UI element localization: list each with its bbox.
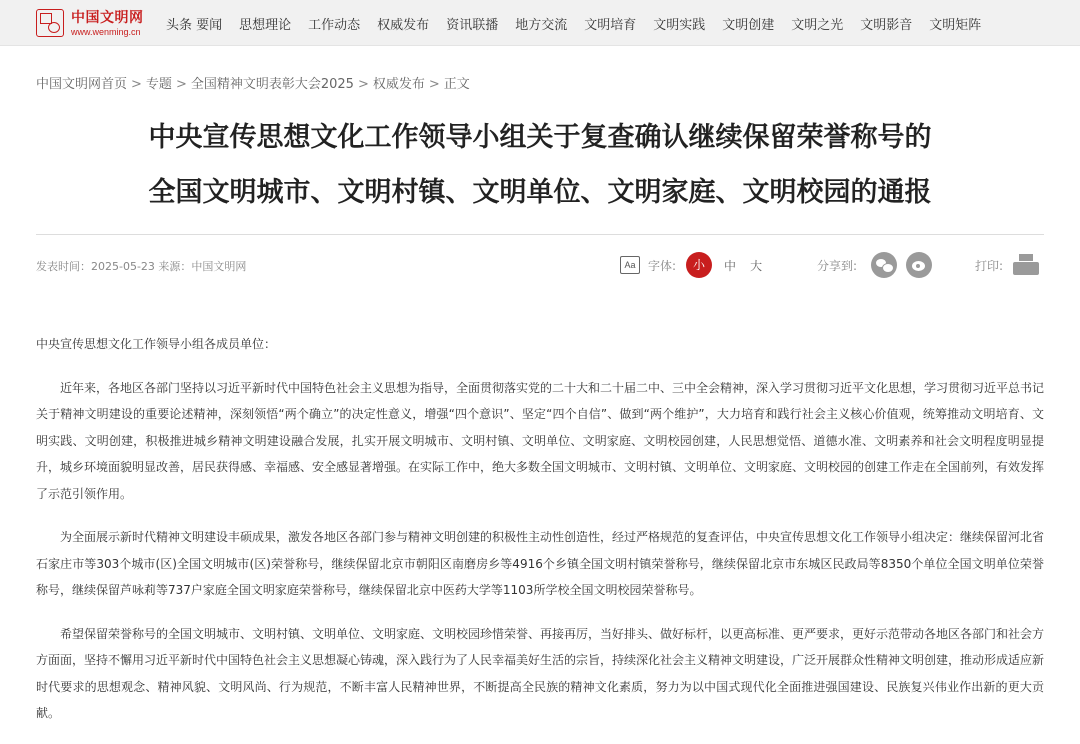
font-size-small-button[interactable]: 小 [686, 252, 712, 278]
weibo-share-icon[interactable] [906, 252, 932, 278]
breadcrumb-current: 正文 [443, 77, 470, 92]
breadcrumb-separator: > [131, 77, 142, 92]
breadcrumb-home[interactable]: 中国文明网首页 [36, 77, 128, 92]
main-nav [166, 0, 998, 46]
nav-item-theory[interactable]: 思想理论 [239, 17, 292, 33]
article-title-line-1: 中央宣传思想文化工作领导小组关于复查确认继续保留荣誉称号的 [148, 122, 932, 153]
breadcrumb-separator: > [357, 77, 369, 92]
nav-item-civilization-matrix[interactable]: 文明矩阵 [929, 17, 982, 33]
nav-item-civilization-practice[interactable]: 文明实践 [653, 17, 706, 33]
font-size-icon: Aa [620, 256, 640, 274]
font-size-control [620, 252, 776, 278]
font-size-large-button[interactable]: 大 [750, 258, 763, 273]
article-salutation: 中央宣传思想文化工作领导小组各成员单位： [36, 337, 277, 351]
article-title-line-2: 全国文明城市、文明村镇、文明单位、文明家庭、文明校园的通报 [148, 177, 932, 208]
share-label: 分享到: [817, 258, 858, 273]
font-size-medium-button[interactable]: 中 [724, 258, 737, 273]
logo-seal-icon [36, 9, 64, 37]
article-paragraph-2: 为全面展示新时代精神文明建设丰硕成果，激发各地区各部门参与精神文明创建的积极性主动性创造性，经过严格规范的复查评估，中央宣传思想文化工作领导小组决定：继续保留河北省石家庄市等303个城市(区)全国文明城市(区)荣誉称号，继续保留北京市朝阳区南磨房乡等4916个乡镇全国文明村镇荣誉称号，继续保留北京市东城区民政局等8350个单位全国文明单位荣誉称号，继续保留芦咏莉等737户家庭全国文明家庭荣誉称号，继续保留北京中医药大学等1103所学校全国文明校园荣誉称号。 [36, 530, 1045, 597]
breadcrumb-separator: > [428, 77, 440, 92]
nav-item-official-release[interactable]: 权威发布 [377, 17, 430, 33]
article-title [36, 110, 1044, 220]
title-divider [36, 234, 1044, 235]
article-body [36, 331, 1044, 744]
article-paragraph-1: 近年来，各地区各部门坚持以习近平新时代中国特色社会主义思想为指导，全面贯彻落实党的二十大和二十届二中、三中全会精神，深入学习贯彻习近平文化思想，学习贯彻习近平总书记关于精神文明建设的重要论述精神，深刻领悟“两个确立”的决定性意义，增强“四个意识”、坚定“四个自信”、做到“两个维护”，大力培育和践行社会主义核心价值观，统筹推动文明培育、文明实践、文明创建，积极推进城乡精神文明建设融合发展，扎实开展文明城市、文明村镇、文明单位、文明家庭、文明校园创建，人民思想觉悟、道德水准、文明素养和社会文明程度明显提升，城乡环境面貌明显改善，居民获得感、幸福感、安全感显著增强。在实际工作中，绝大多数全国文明城市、文明村镇、文明单位、文明家庭、文明校园的创建工作走在全国前列，有效发挥了示范引领作用。 [36, 380, 1045, 501]
breadcrumb [36, 73, 470, 92]
nav-item-civilization-light[interactable]: 文明之光 [791, 17, 844, 33]
nav-item-headlines[interactable]: 头条 要闻 [166, 17, 223, 33]
top-bar [0, 0, 1080, 46]
nav-item-local-exchange[interactable]: 地方交流 [515, 17, 568, 33]
breadcrumb-separator: > [175, 77, 187, 92]
nav-item-work-news[interactable]: 工作动态 [308, 17, 361, 33]
breadcrumb-topic[interactable]: 专题 [145, 77, 172, 92]
font-size-label: 字体: [648, 258, 677, 273]
nav-item-civilization-creation[interactable]: 文明创建 [722, 17, 775, 33]
printer-icon[interactable] [1013, 254, 1039, 276]
breadcrumb-official-release[interactable]: 权威发布 [372, 77, 425, 92]
print-label: 打印: [975, 258, 1004, 273]
article-paragraph-3: 希望保留荣誉称号的全国文明城市、文明村镇、文明单位、文明家庭、文明校园珍惜荣誉、再接再厉，当好排头、做好标杆，以更高标准、更严要求，更好示范带动各地区各部门和社会方方面面，坚持不懈用习近平新时代中国特色社会主义思想凝心铸魂，深入践行为了人民幸福美好生活的宗旨，持续深化社会主义精神文明建设，广泛开展群众性精神文明创建，推动形成适应新时代要求的思想观念、精神风貌、文明风尚、行为规范，不断丰富人民精神世界，不断提高全民族的精神文化素质，努力为以中国式现代化全面推进强国建设、民族复兴伟业作出新的更大贡献。 [36, 626, 1045, 720]
nav-item-news-network[interactable]: 资讯联播 [446, 17, 499, 33]
logo-name: 中国文明网 [71, 10, 144, 26]
site-logo[interactable] [36, 7, 151, 41]
share-bar [817, 252, 941, 278]
wechat-share-icon[interactable] [871, 252, 897, 278]
logo-url: www.wenming.cn [71, 27, 141, 37]
publish-meta: 发表时间：2025-05-23 来源：中国文明网 [36, 260, 247, 273]
nav-item-civilization-cultivation[interactable]: 文明培育 [584, 17, 637, 33]
print-bar [975, 252, 1039, 278]
nav-item-civilization-media[interactable]: 文明影音 [860, 17, 913, 33]
breadcrumb-conference[interactable]: 全国精神文明表彰大会2025 [190, 77, 354, 92]
